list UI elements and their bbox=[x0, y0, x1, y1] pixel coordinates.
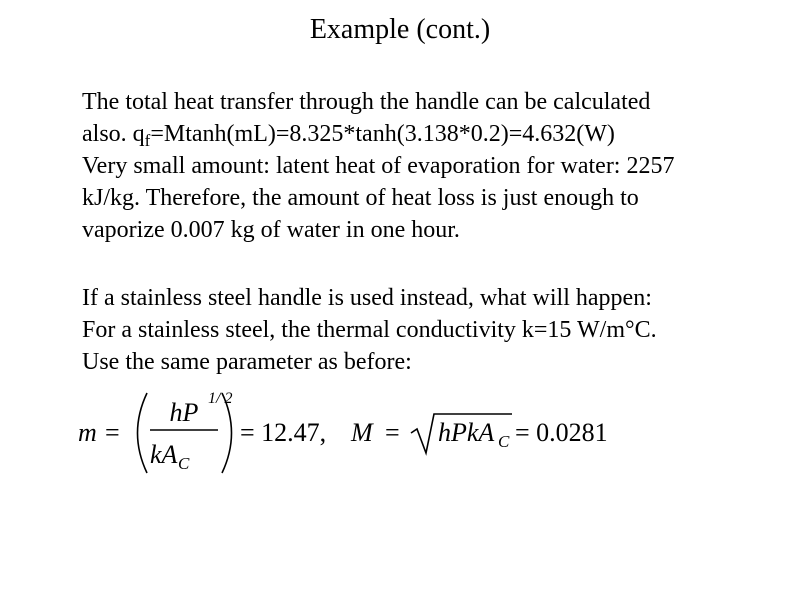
eq-denominator-sub: C bbox=[178, 454, 190, 473]
eq-M: M bbox=[351, 418, 373, 447]
eq-m: m bbox=[78, 418, 97, 447]
eq-exponent: 1/ 2 bbox=[208, 390, 233, 407]
eq-denominator: kA bbox=[150, 440, 178, 469]
eq-numerator: hP bbox=[169, 398, 199, 427]
text-line: Very small amount: latent heat of evaporation for water: 2257 bbox=[82, 153, 675, 179]
text-line: vaporize 0.007 kg of water in one hour. bbox=[82, 217, 460, 243]
text-line: For a stainless steel, the thermal conductivity k=15 W/m°C. bbox=[82, 317, 657, 343]
text-segment: also. q bbox=[82, 121, 145, 147]
eq-equals-2: = bbox=[385, 418, 400, 447]
text-line: Use the same parameter as before: bbox=[82, 349, 412, 375]
text-segment: =Mtanh(mL)=8.325*tanh(3.138*0.2)=4.632(W) bbox=[150, 121, 615, 147]
left-paren bbox=[138, 393, 148, 473]
eq-equals-1: = bbox=[105, 418, 120, 447]
equation bbox=[78, 385, 638, 485]
eq-result-2: = 0.0281 bbox=[515, 418, 608, 447]
equation-graphic bbox=[78, 385, 638, 485]
slide-title: Example (cont.) bbox=[309, 14, 491, 45]
eq-radicand: hPkA bbox=[438, 418, 495, 447]
paragraph-stainless-steel bbox=[82, 282, 782, 378]
text-line bbox=[82, 118, 782, 150]
text-line: kJ/kg. Therefore, the amount of heat loss is just enough to bbox=[82, 185, 639, 211]
subscript: f bbox=[144, 131, 151, 150]
text-line: The total heat transfer through the handle can be calculated bbox=[82, 89, 651, 115]
eq-result-1: = 12.47, bbox=[240, 418, 327, 447]
text-line: If a stainless steel handle is used instead, what will happen: bbox=[82, 285, 652, 311]
eq-radicand-sub: C bbox=[498, 432, 510, 451]
paragraph-heat-transfer bbox=[82, 86, 782, 246]
